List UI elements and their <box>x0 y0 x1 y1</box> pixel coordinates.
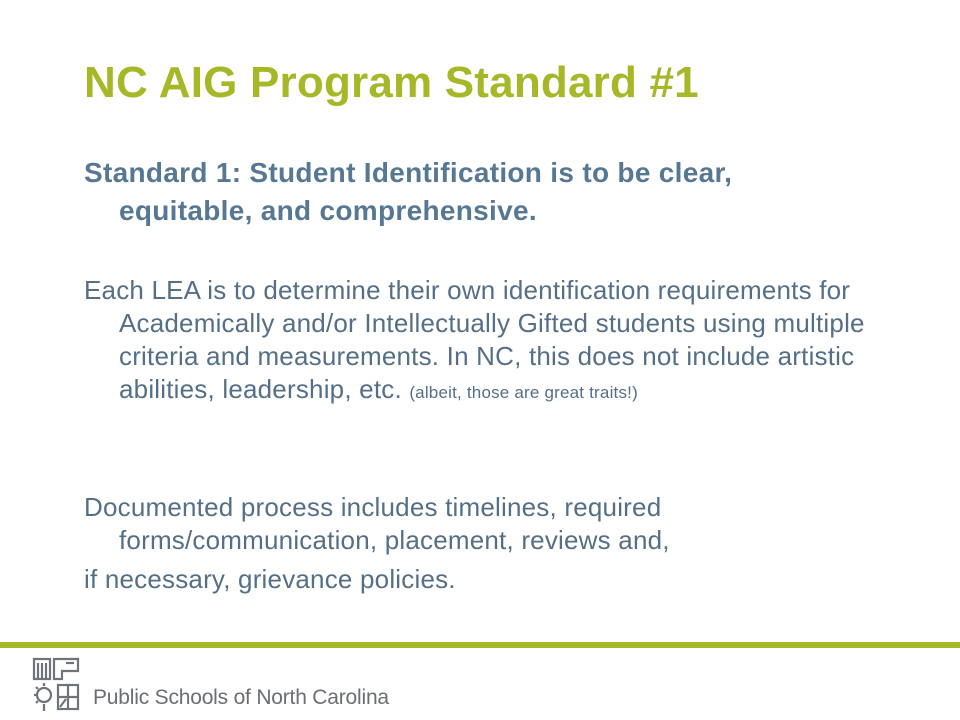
identification-paragraph-text: Each LEA is to determine their own identification requirements for Academically and/or Intellectually Gifted students using multiple criteria and measurements. In NC, this does not include artistic abilities, leadership, etc. <box>84 275 865 404</box>
standard-heading: Standard 1: Student Identification is to be clear, equitable, and comprehensive. <box>84 157 733 226</box>
footer-divider <box>0 642 960 648</box>
traits-note: (albeit, those are great traits!) <box>409 383 638 402</box>
identification-paragraph <box>84 274 874 409</box>
process-paragraph-continuation: if necessary, grievance policies. <box>84 564 456 594</box>
slide-title: NC AIG Program Standard #1 <box>84 58 699 107</box>
process-paragraph-text: Documented process includes timelines, required forms/communication, placement, reviews and, <box>84 492 670 555</box>
process-paragraph <box>84 491 874 596</box>
nc-dpi-logo-icon <box>32 657 82 713</box>
organization-name: Public Schools of North Carolina <box>93 686 389 709</box>
